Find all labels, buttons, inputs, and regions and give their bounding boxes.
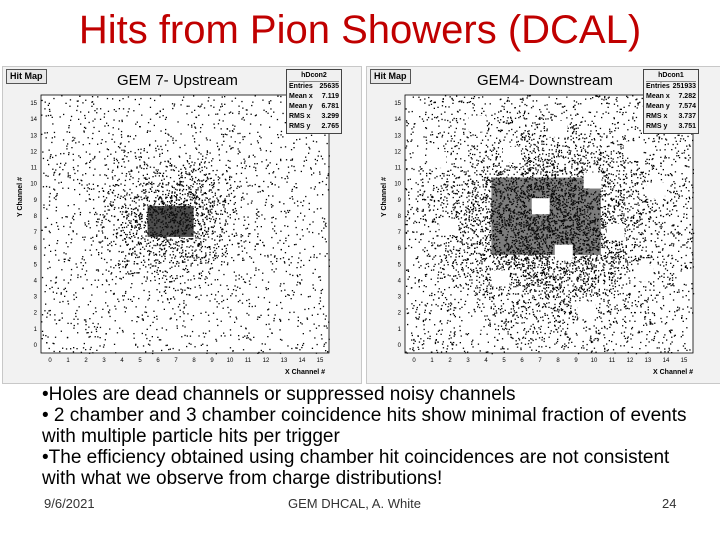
dead-channel-hole bbox=[624, 141, 642, 157]
bullet-item: •The efficiency obtained using chamber hit coincidences are not consistent with what we observe from charge distributions! bbox=[42, 447, 670, 489]
x-tick-label: 6 bbox=[156, 358, 160, 364]
stats-row bbox=[289, 112, 339, 122]
y-tick-label: 2 bbox=[397, 310, 401, 317]
y-tick-label: 13 bbox=[30, 133, 37, 140]
stats-value: 2.765 bbox=[321, 123, 339, 130]
stats-key: Mean x bbox=[646, 93, 670, 100]
x-tick-label: 15 bbox=[316, 358, 324, 364]
stats-value: 3.737 bbox=[678, 113, 696, 120]
stats-key: RMS x bbox=[289, 113, 311, 120]
dead-channel-hole bbox=[647, 183, 665, 199]
stats-value: 7.282 bbox=[678, 93, 696, 100]
dead-channel-hole bbox=[607, 224, 625, 240]
dead-channel-hole bbox=[549, 121, 567, 137]
x-tick-label: 10 bbox=[226, 358, 234, 364]
x-axis-label: X Channel # bbox=[285, 369, 326, 376]
dead-channel-hole bbox=[503, 147, 521, 163]
y-tick-label: 1 bbox=[397, 326, 401, 333]
x-tick-label: 0 bbox=[412, 358, 416, 364]
stats-box bbox=[643, 69, 699, 134]
stats-value: 3.299 bbox=[321, 113, 339, 120]
y-tick-label: 13 bbox=[394, 133, 401, 140]
stats-value: 7.119 bbox=[321, 93, 339, 100]
x-tick-label: 1 bbox=[66, 358, 70, 364]
y-axis-label: Y Channel # bbox=[381, 177, 388, 217]
y-tick-label: 0 bbox=[397, 342, 401, 349]
x-tick-label: 3 bbox=[466, 358, 470, 364]
dead-channel-hole bbox=[463, 317, 481, 333]
panel-label: GEM4- Downstream bbox=[477, 72, 613, 89]
dead-channel-hole bbox=[584, 172, 602, 188]
y-tick-label: 3 bbox=[33, 294, 37, 301]
y-tick-label: 1 bbox=[33, 326, 37, 333]
x-tick-label: 1 bbox=[430, 358, 434, 364]
x-tick-label: 8 bbox=[192, 358, 196, 364]
dense-hit-region bbox=[148, 206, 194, 237]
stats-row bbox=[646, 112, 696, 122]
y-tick-label: 2 bbox=[33, 310, 37, 317]
stats-name: hDcon2 bbox=[289, 71, 339, 82]
y-tick-label: 8 bbox=[397, 213, 401, 220]
y-tick-label: 14 bbox=[394, 117, 401, 124]
stats-box bbox=[286, 69, 342, 134]
stats-key: Mean y bbox=[646, 103, 670, 110]
y-tick-label: 10 bbox=[394, 181, 401, 188]
stats-name: hDcon1 bbox=[646, 71, 696, 82]
x-tick-label: 4 bbox=[484, 358, 488, 364]
y-tick-label: 14 bbox=[30, 117, 37, 124]
dead-channel-hole bbox=[532, 198, 550, 214]
y-tick-label: 15 bbox=[30, 101, 37, 108]
stats-value: 25635 bbox=[319, 83, 339, 90]
dead-channel-hole bbox=[555, 245, 573, 261]
y-tick-label: 5 bbox=[33, 262, 37, 269]
x-tick-label: 5 bbox=[138, 358, 142, 364]
y-tick-label: 12 bbox=[394, 149, 401, 156]
slide-title: Hits from Pion Showers (DCAL) bbox=[78, 8, 642, 52]
dead-channel-hole bbox=[635, 265, 653, 281]
x-tick-label: 7 bbox=[538, 358, 542, 364]
x-tick-label: 14 bbox=[662, 358, 670, 364]
y-tick-label: 4 bbox=[397, 278, 401, 285]
y-tick-label: 7 bbox=[33, 230, 37, 237]
dead-channel-hole bbox=[491, 270, 509, 286]
stats-value: 6.781 bbox=[321, 103, 339, 110]
x-tick-label: 7 bbox=[174, 358, 178, 364]
y-tick-label: 8 bbox=[33, 213, 37, 220]
x-tick-label: 14 bbox=[298, 358, 306, 364]
y-tick-label: 10 bbox=[30, 181, 37, 188]
stats-key: Mean y bbox=[289, 103, 313, 110]
x-tick-label: 11 bbox=[244, 358, 252, 364]
x-tick-label: 15 bbox=[680, 358, 688, 364]
dead-channel-hole bbox=[578, 301, 596, 317]
stats-row bbox=[646, 102, 696, 112]
y-tick-label: 12 bbox=[30, 149, 37, 156]
y-tick-label: 9 bbox=[397, 197, 401, 204]
upstream-hitmap-panel bbox=[2, 66, 362, 384]
stats-row bbox=[646, 92, 696, 102]
footer-center: GEM DHCAL, A. White bbox=[288, 496, 421, 511]
dead-channel-hole bbox=[428, 152, 446, 168]
x-tick-label: 13 bbox=[280, 358, 288, 364]
y-tick-label: 6 bbox=[33, 246, 37, 253]
stats-key: RMS y bbox=[646, 123, 668, 130]
y-tick-label: 15 bbox=[394, 101, 401, 108]
stats-row bbox=[646, 122, 696, 132]
footer-page: 24 bbox=[662, 496, 677, 511]
bullet-item: • 2 chamber and 3 chamber coincidence hits show minimal fraction of events with multiple particle hits per trigger bbox=[42, 405, 687, 447]
x-tick-label: 2 bbox=[84, 358, 88, 364]
x-tick-label: 12 bbox=[626, 358, 634, 364]
stats-row bbox=[289, 82, 339, 92]
x-tick-label: 6 bbox=[520, 358, 524, 364]
y-tick-label: 7 bbox=[397, 230, 401, 237]
stats-row bbox=[646, 82, 696, 92]
x-tick-label: 0 bbox=[48, 358, 52, 364]
stats-row bbox=[289, 92, 339, 102]
stats-key: Entries bbox=[289, 83, 313, 90]
stats-key: RMS y bbox=[289, 123, 311, 130]
bullet-item: •Holes are dead channels or suppressed noisy channels bbox=[42, 384, 516, 405]
dense-hit-region bbox=[491, 178, 600, 255]
stats-value: 3.751 bbox=[678, 123, 696, 130]
footer-date: 9/6/2021 bbox=[44, 496, 95, 511]
stats-row bbox=[289, 122, 339, 132]
panel-label: GEM 7- Upstream bbox=[117, 72, 238, 89]
y-tick-label: 4 bbox=[33, 278, 37, 285]
y-tick-label: 0 bbox=[33, 342, 37, 349]
x-tick-label: 5 bbox=[502, 358, 506, 364]
hitmap-tag: Hit Map bbox=[370, 69, 411, 84]
dead-channel-hole bbox=[440, 219, 458, 235]
stats-key: Entries bbox=[646, 83, 670, 90]
y-tick-label: 11 bbox=[394, 165, 401, 172]
y-tick-label: 6 bbox=[397, 246, 401, 253]
y-axis-label: Y Channel # bbox=[17, 177, 24, 217]
x-tick-label: 11 bbox=[608, 358, 616, 364]
stats-key: RMS x bbox=[646, 113, 668, 120]
stats-value: 251933 bbox=[672, 83, 696, 90]
dead-channel-hole bbox=[468, 116, 486, 132]
y-tick-label: 9 bbox=[33, 197, 37, 204]
x-tick-label: 8 bbox=[556, 358, 560, 364]
x-tick-label: 10 bbox=[590, 358, 598, 364]
y-tick-label: 3 bbox=[397, 294, 401, 301]
downstream-hitmap-panel bbox=[366, 66, 720, 384]
x-tick-label: 2 bbox=[448, 358, 452, 364]
stats-row bbox=[289, 102, 339, 112]
x-tick-label: 4 bbox=[120, 358, 124, 364]
y-tick-label: 11 bbox=[30, 165, 37, 172]
x-tick-label: 12 bbox=[262, 358, 270, 364]
bullet-list bbox=[42, 384, 702, 489]
x-tick-label: 13 bbox=[644, 358, 652, 364]
x-tick-label: 3 bbox=[102, 358, 106, 364]
x-tick-label: 9 bbox=[574, 358, 578, 364]
y-tick-label: 5 bbox=[397, 262, 401, 269]
x-tick-label: 9 bbox=[210, 358, 214, 364]
stats-value: 7.574 bbox=[678, 103, 696, 110]
stats-key: Mean x bbox=[289, 93, 313, 100]
x-axis-label: X Channel # bbox=[653, 369, 694, 376]
hitmap-tag: Hit Map bbox=[6, 69, 47, 84]
